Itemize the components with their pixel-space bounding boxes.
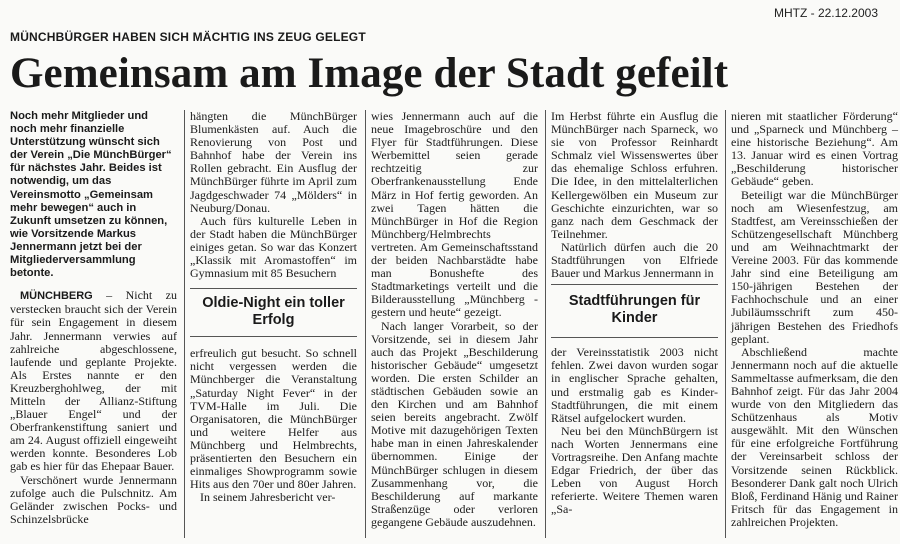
column-4 (551, 110, 718, 516)
paragraph: Auch fürs kulturelle Leben in der Stadt haben die MünchBürger einiges getan. So war das Konzert „Klassik mit Aromastoffen“ im Gymnasium mit 85 Besuchern (190, 213, 357, 281)
paragraph: erfreulich gut besucht. So schnell nicht vergessen werden die Münchberger die Veranstaltung „Saturday Night Fever“ in der TVM-Halle im Juli. Die Organisatoren, die MünchBürger und weitere Helfer aus Münchberg und Helmbrechts, präsentierten den Besuchern ein einmaliges Showprogramm sowie Hits aus den 70er und 80er Jahren. (190, 346, 357, 492)
paragraph: Im Herbst führte ein Ausflug die MünchBürger nach Sparneck, wo sie von Professor Reinhardt Schmalz viel Wissenswertes über das ehemalige Schloss erfuhren. Die Idee, in den mittelalterlichen Kellergewölben ein Museum zur Geschichte einzurichten, war so ganz nach dem Geschmack der Teilnehmer. (551, 109, 718, 241)
dateline: MÜNCHBERG (20, 290, 93, 303)
column-divider (725, 110, 726, 538)
paragraph: Verschönert wurde Jennermann zufolge auch die Pulschnitz. Am Geländer zwischen Pocks- und Schinzelsbrücke (10, 472, 177, 526)
paragraph: Abschließend machte Jennermann noch auf die aktuelle Sammeltasse aufmerksam, die den Bahnhof zeigt. Für das Jahr 2004 wurde von den Mitgliedern das Schützenhaus als Motiv ausgewählt. Mit den Wünschen für eine erfolgreiche Fortführung der Vereinsarbeit schloss der Vorsitzende seinen Rückblick. Besonderer Dank galt noch Ulrich Bloß, Ferdinand Hänig und Rainer Fritsch für das Engagement in zahlreichen Projekten. (731, 344, 898, 529)
column-3 (371, 110, 538, 529)
column-divider (184, 110, 185, 538)
paragraph: Beteiligt war die MünchBürger noch am Wiesenfestzug, am Stadtfest, am Vereinsschießen der Schützengesellschaft Münchberg und am Weihnachtmarkt der Vereine 2003. Für das kommende Jahr sind eine Beteiligung am 150-jährigen Bestehen der Fachhochschule und an einer Jubiläumsschrift zum 450-jährigen Bestehen des Friedhofs geplant. (731, 187, 898, 346)
source-label: MHTZ - 22.12.2003 (773, 6, 878, 20)
article-body (10, 109, 898, 540)
paragraph: der Vereinsstatistik 2003 nicht fehlen. Zwei davon wurden sogar in englischer Sprache gehalten, und erstmalig gab es Kinder-Stadtführungen, die mit einem Rätsel aufgelockert wurden. (551, 345, 718, 425)
paragraph: Natürlich dürfen auch die 20 Stadtführungen von Elfriede Bauer und Markus Jennermann in (551, 239, 718, 281)
paragraph (10, 289, 177, 473)
paragraph-text: – Nicht zu verstecken braucht sich der Verein für sein Engagement in diesem Jahr. Jennermann verwies auf zahlreiche abgeschlossene, laufende und geplante Projekte. Als Erstes nannte er den Kreuzberghohlweg, der mit Mitteln der Allianz-Stiftung „Blauer Engel“ und der Oberfrankenstiftung saniert und am 24. August offiziell eingeweiht werden konnte. Besonderes Lob gab es hier für das Ehepaar Bauer. (10, 288, 177, 474)
column-5 (731, 110, 898, 529)
column-divider (365, 110, 366, 538)
column-1 (10, 110, 177, 526)
paragraph: In seinem Jahresbericht ver- (200, 490, 336, 505)
column-divider (545, 110, 546, 538)
paragraph: Nach langer Vorarbeit, so der Vorsitzende, sei in diesem Jahr auch das Projekt „Beschilderung historischer Gebäude“ umgesetzt worden. Die ersten Schilder an städtischen Gebäuden sowie an den Kirchen und am Bahnhof seien bereits angebracht. Zwölf Motive mit dazugehörigen Texten habe man in einen Jahreskalender übernommen. Einige der MünchBürger schlugen in diesem Zusammenhang vor, die Beschilderung auf markante Straßenzüge oder verloren gegangene Gebäude auszudehnen. (371, 318, 538, 529)
paragraph: nieren mit staatlicher Förderung“ und „Sparneck und Münchberg – eine historische Beziehung“. Am 13. Januar wird es einen Vortrag „Beschilderung historischer Gebäude“ geben. (731, 109, 898, 189)
lead-paragraph: Noch mehr Mitglieder und noch mehr finanzielle Unterstützung wünscht sich der Verein „Die MünchBürger“ für nächstes Jahr. Beides ist notwendig, um das Vereinsmotto „Gemeinsam mehr bewegen“ auch in Zukunft umsetzen zu können, wie Vorsitzende Markus Jennermann jetzt bei der Mitgliederversammlung betonte. (10, 110, 172, 280)
subheading-box: Oldie-Night ein toller Erfolg (190, 288, 357, 337)
paragraph: hängten die MünchBürger Blumenkästen auf. Auch die Renovierung von Post und Bahnhof habe der Verein ins Rollen gebracht. Ein Ausflug der MünchBürger führte im April zum Jagdgeschwader 74 „Mölders“ in Neuburg/Donau. (190, 109, 357, 215)
paragraph: Neu bei den MünchBürgern ist nach Worten Jennermans eine Vortragsreihe. Den Anfang machte Edgar Friedrich, der über das Leben von August Horch referierte. Weitere Themen waren „Sa- (551, 423, 718, 517)
paragraph: wies Jennermann auch auf die neue Imagebroschüre und den Flyer für Stadtführungen. Diese Werbemittel seien gerade rechtzeitig zur Oberfrankenausstellung Ende März in Hof fertig geworden. An zwei Tagen hätten die MünchBürger in Hof die Region Münchberg/Helmbrechts vertreten. Am Gemeinschaftsstand der beiden Nachbarstädte habe man Bonushefte des Stadtmarketings verteilt und die Bilderausstellung „Münchberg - gestern und heute“ gezeigt. (371, 109, 538, 320)
subheading-box: Stadtführungen für Kinder (551, 284, 718, 338)
column-2 (190, 110, 357, 504)
kicker: MÜNCHBÜRGER HABEN SICH MÄCHTIG INS ZEUG GELEGT (10, 30, 366, 44)
headline: Gemeinsam am Image der Stadt gefeilt (10, 50, 729, 97)
